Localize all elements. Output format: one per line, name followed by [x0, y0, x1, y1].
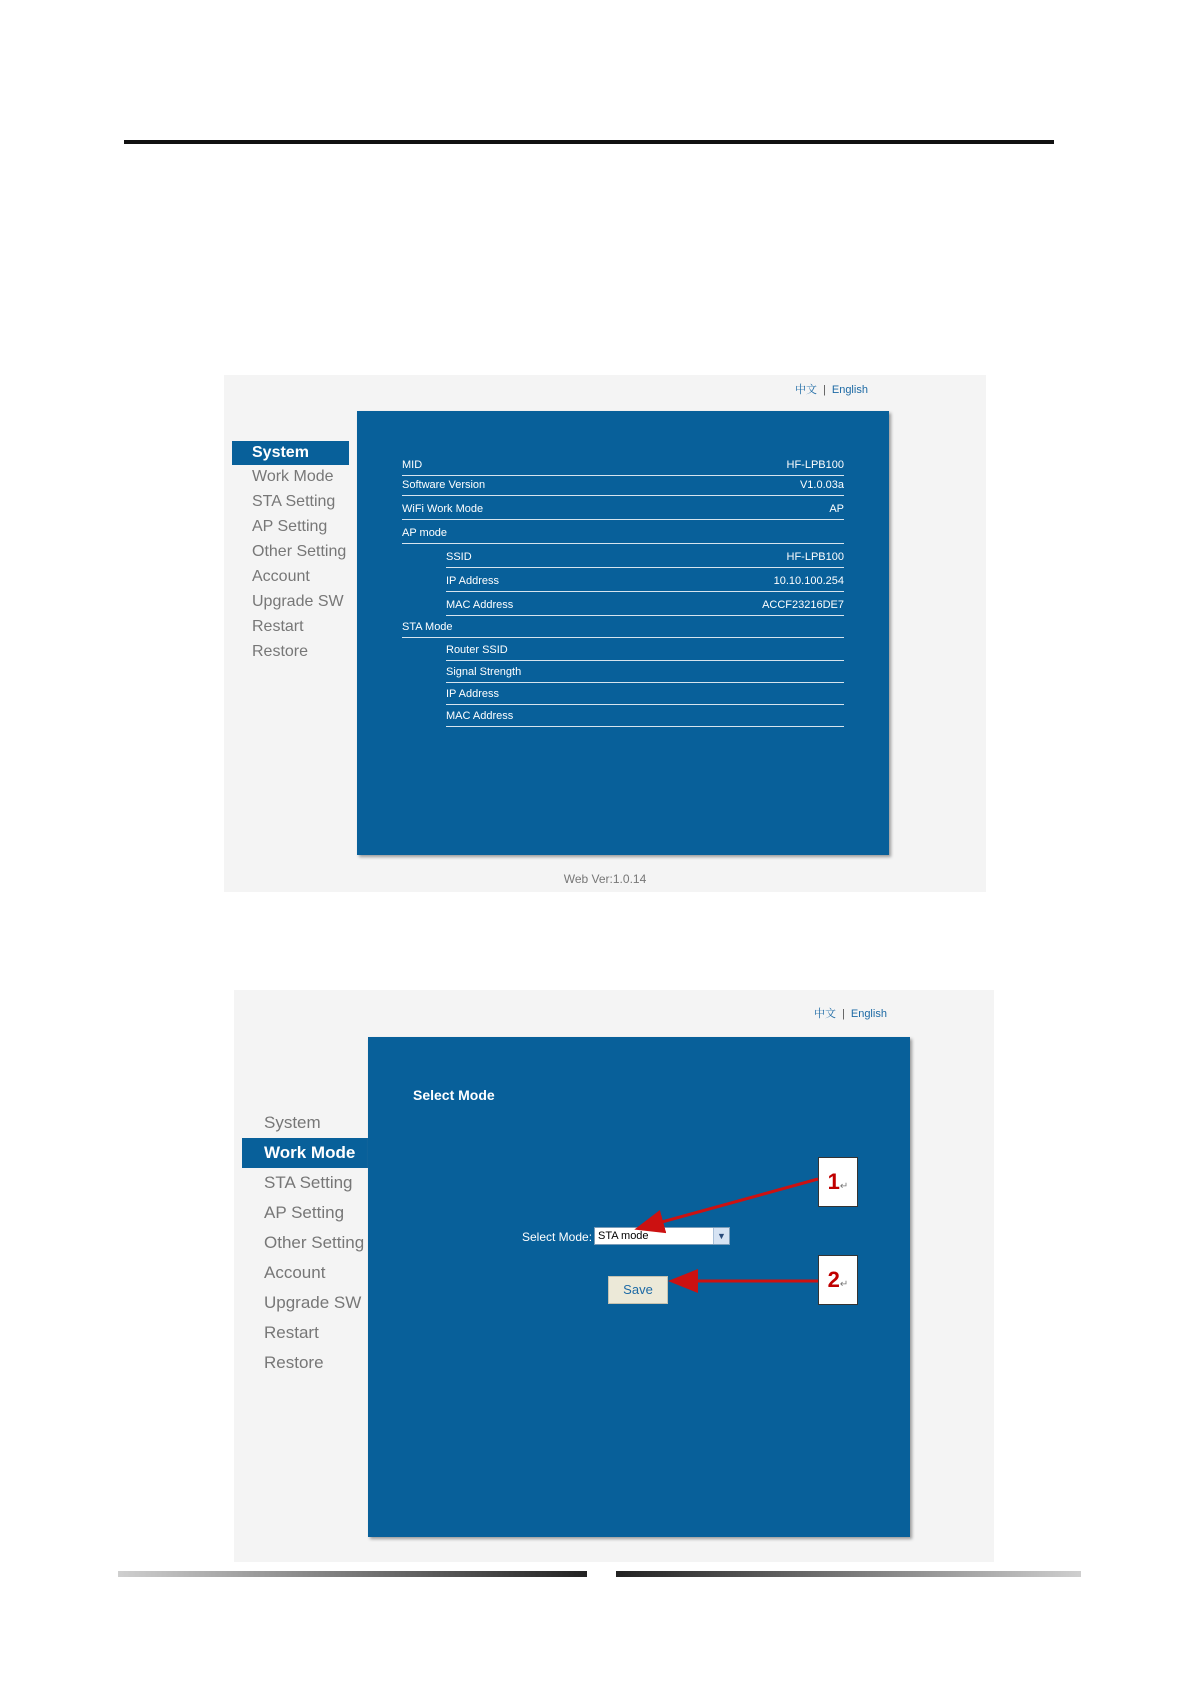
sidebar-item-sta-setting[interactable]: STA Setting [252, 493, 336, 510]
info-label: MAC Address [446, 710, 514, 722]
return-mark: ↵ [839, 1279, 849, 1290]
info-row [402, 617, 844, 638]
sidebar-item-restore[interactable]: Restore [264, 1353, 324, 1372]
info-row [446, 662, 844, 683]
lang-chinese-link[interactable]: 中文 [795, 384, 817, 396]
info-label: AP mode [402, 527, 448, 539]
info-row [446, 684, 844, 705]
info-label: IP Address [446, 688, 499, 700]
sidebar-item-ap-setting[interactable]: AP Setting [252, 518, 328, 535]
info-row [446, 595, 844, 616]
language-switch [795, 381, 868, 397]
info-value: V1.0.03a [799, 479, 844, 491]
section-title: Select Mode [413, 1087, 495, 1103]
select-mode-label: Select Mode: [522, 1230, 593, 1244]
info-value: HF-LPB100 [786, 459, 844, 471]
web-version: Web Ver:1.0.14 [563, 872, 647, 886]
sidebar-item-upgrade-sw[interactable]: Upgrade SW [264, 1293, 362, 1312]
language-switch [814, 1005, 887, 1021]
info-label: MID [402, 459, 423, 471]
callout-number: 2 [827, 1267, 840, 1292]
footer-rule-left [118, 1571, 587, 1577]
mode-select-value: STA mode [598, 1230, 649, 1242]
chevron-down-icon[interactable]: ▼ [713, 1228, 729, 1244]
sidebar-item-work-mode[interactable]: Work Mode [242, 1138, 368, 1168]
info-row [402, 523, 844, 544]
system-status-screenshot [224, 375, 986, 892]
work-mode-panel [368, 1037, 910, 1537]
sidebar-item-work-mode[interactable]: Work Mode [252, 468, 334, 485]
sidebar-item-other-setting[interactable]: Other Setting [252, 543, 347, 560]
header-rule [124, 140, 1054, 144]
info-value: ACCF23216DE7 [762, 599, 844, 611]
sidebar-item-restore[interactable]: Restore [252, 643, 309, 660]
info-label: WiFi Work Mode [402, 503, 484, 515]
info-value: HF-LPB100 [786, 551, 844, 563]
sidebar-item-other-setting[interactable]: Other Setting [264, 1233, 365, 1252]
callout-number: 1 [827, 1169, 840, 1194]
lang-chinese-link[interactable]: 中文 [814, 1008, 836, 1020]
sidebar-item-sta-setting[interactable]: STA Setting [264, 1173, 353, 1192]
lang-english-link[interactable]: English [850, 1008, 887, 1020]
sidebar-item-restart[interactable]: Restart [252, 618, 304, 635]
sidebar-item-ap-setting[interactable]: AP Setting [264, 1203, 345, 1222]
work-mode-screenshot [234, 990, 994, 1562]
info-row [446, 547, 844, 568]
info-row [446, 706, 844, 727]
return-mark: ↵ [839, 1181, 849, 1192]
info-row [402, 455, 844, 476]
lang-separator: | [823, 384, 826, 396]
info-label: IP Address [446, 575, 499, 587]
system-info-panel [357, 411, 889, 855]
info-label: Router SSID [446, 644, 508, 656]
info-row [402, 499, 844, 520]
callout-step-1 [818, 1157, 858, 1207]
info-row [446, 571, 844, 592]
lang-separator: | [842, 1008, 845, 1020]
save-button[interactable]: Save [608, 1276, 668, 1304]
info-row [402, 475, 844, 496]
sidebar-item-system[interactable]: System [264, 1113, 321, 1132]
sidebar-item-upgrade-sw[interactable]: Upgrade SW [252, 593, 344, 610]
info-value: AP [829, 503, 844, 515]
footer-rule-right [616, 1571, 1081, 1577]
info-label: MAC Address [446, 599, 514, 611]
mode-select[interactable] [594, 1227, 730, 1245]
info-label: Software Version [402, 479, 486, 491]
info-label: Signal Strength [446, 666, 522, 678]
sidebar-item-account[interactable]: Account [264, 1263, 326, 1282]
sidebar-item-restart[interactable]: Restart [264, 1323, 319, 1342]
callout-step-2 [818, 1255, 858, 1305]
info-label: STA Mode [402, 621, 453, 633]
info-value: 10.10.100.254 [773, 575, 844, 587]
lang-english-link[interactable]: English [831, 384, 868, 396]
info-row [446, 640, 844, 661]
sidebar-item-account[interactable]: Account [252, 568, 310, 585]
sidebar-item-system[interactable]: System [232, 441, 349, 465]
info-label: SSID [446, 551, 472, 563]
